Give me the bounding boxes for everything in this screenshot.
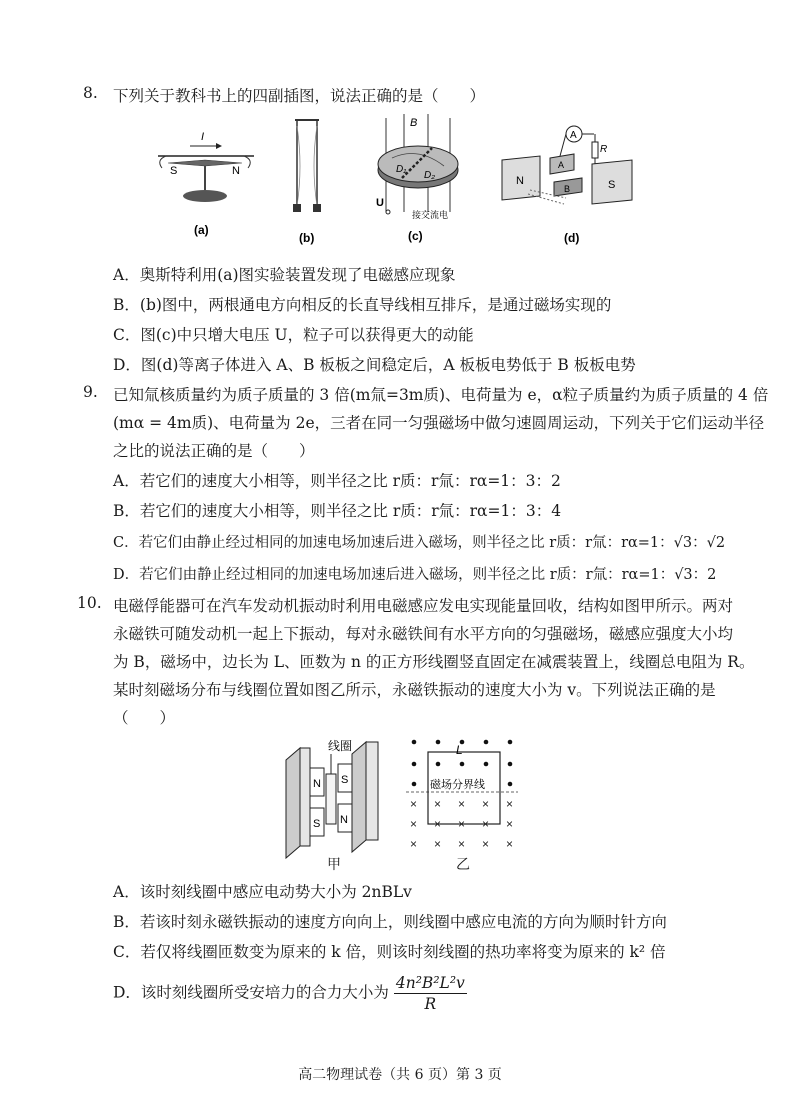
figure-jia-label: 甲 [327, 857, 341, 873]
q9-option-d: D．若它们由静止经过相同的加速电场加速后进入磁场，则半径之比 r质：r氚：rα=1：√3：2 [113, 567, 717, 583]
svg-text:×: × [434, 837, 442, 851]
question-10-stem-line-2: 永磁铁可随发动机一起上下振动，每对永磁铁间有水平方向的匀强磁场，磁感应强度大小均 [113, 625, 734, 643]
field-b-label: B [410, 117, 418, 129]
svg-text:×: × [482, 797, 490, 811]
question-10-stem-line-1: 电磁俘能器可在汽车发动机振动时利用电磁感应发电实现能量回收，结构如图甲所示。两对 [113, 597, 734, 615]
question-10-number: 10. [77, 594, 102, 612]
current-label: I [201, 131, 205, 143]
q8-option-c: C．图(c)中只增大电压 U，粒子可以获得更大的动能 [113, 326, 474, 344]
svg-text:×: × [506, 817, 514, 831]
question-10-stem-line-3: 为 B，磁场中，边长为 L、匝数为 n 的正方形线圈竖直固定在减震装置上，线圈总电阻为 R。 [113, 653, 755, 671]
q8-option-a: A．奥斯特利用(a)图实验装置发现了电磁感应现象 [113, 266, 456, 284]
needle-s-label: S [170, 165, 178, 177]
q9-option-b: B．若它们的速度大小相等，则半径之比 r质：r氚：rα=1：3：4 [113, 502, 562, 520]
question-9-stem-line-2: (mα = 4m质)、电荷量为 2e，三者在同一匀强磁场中做匀速圆周运动，下列关于它们运动半径 [113, 414, 765, 432]
figure-8d-label: (d) [564, 231, 580, 245]
side-l-label: L [456, 743, 463, 757]
page-footer: 高二物理试卷（共 6 页）第 3 页 [298, 1067, 502, 1083]
figure-8a-label: (a) [194, 223, 209, 237]
figure-8c-label: (c) [408, 229, 423, 243]
q8-option-b: B．(b)图中，两根通电方向相反的长直导线相互排斥，是通过磁场实现的 [113, 296, 612, 314]
question-9-stem-line-1: 已知氚核质量约为质子质量的 3 倍(m氚=3m质)、电荷量为 e，α粒子质量约为质子质量的 4 倍 [113, 386, 769, 404]
question-10-stem-line-5: （ ） [113, 709, 176, 727]
svg-text:×: × [410, 797, 418, 811]
q10-option-a: A．该时刻线圈中感应电动势大小为 2nBLv [113, 883, 412, 901]
svg-text:×: × [482, 817, 490, 831]
plate-a-label: A [558, 160, 565, 170]
svg-text:×: × [434, 817, 442, 831]
jia-upper-n: N [313, 778, 321, 790]
svg-text:×: × [434, 797, 442, 811]
svg-text:×: × [482, 837, 490, 851]
question-8-stem: 下列关于教科书上的四副插图，说法正确的是（ ） [113, 87, 486, 105]
figure-8d [500, 120, 640, 248]
svg-text:×: × [458, 797, 466, 811]
figure-8b [283, 116, 333, 248]
coil-label: 线圈 [328, 739, 353, 753]
question-10-stem-line-4: 某时刻磁场分布与线圈位置如图乙所示，永磁铁振动的速度大小为 v。下列说法正确的是 [113, 681, 716, 699]
resistor-label: R [600, 144, 608, 155]
figure-8c [372, 112, 472, 248]
figure-10-jia [282, 734, 392, 868]
ac-source-label: 接交流电 [412, 210, 449, 220]
svg-text:×: × [458, 817, 466, 831]
jia-lower-n: N [340, 814, 348, 826]
question-9-stem-line-3: 之比的说法正确的是（ ） [113, 442, 315, 460]
jia-upper-s: S [341, 774, 349, 786]
magnet-s-label: S [608, 179, 616, 191]
boundary-label: 磁场分界线 [430, 779, 485, 791]
fraction-numerator: 4n²B²L²v [395, 974, 465, 992]
q10-option-c: C．若仅将线圈匝数变为原来的 k 倍，则该时刻线圈的热功率将变为原来的 k² 倍 [113, 943, 666, 961]
d1-label: D₁ [396, 164, 407, 175]
plate-b-label: B [564, 184, 571, 194]
ampere-force-fraction [394, 974, 467, 1013]
q10-option-d [113, 974, 467, 1013]
ammeter-label: A [570, 130, 577, 141]
figure-yi-label: 乙 [456, 857, 470, 873]
d2-label: D₂ [424, 170, 436, 181]
svg-text:×: × [458, 837, 466, 851]
svg-text:×: × [506, 797, 514, 811]
magnet-n-label: N [516, 175, 524, 187]
fraction-denominator: R [424, 995, 437, 1013]
needle-n-label: N [232, 165, 240, 177]
figure-8a [150, 118, 260, 248]
figure-8b-label: (b) [299, 231, 315, 245]
svg-text:×: × [410, 837, 418, 851]
figure-10-yi [406, 736, 526, 856]
svg-text:×: × [506, 837, 514, 851]
q9-option-a: A．若它们的速度大小相等，则半径之比 r质：r氚：rα=1：3：2 [113, 472, 561, 490]
q10-option-d-text: D．该时刻线圈所受安培力的合力大小为 [113, 983, 389, 1002]
q8-option-d: D．图(d)等离子体进入 A、B 板板之间稳定后，A 板板电势低于 B 板板电势 [113, 356, 636, 374]
q9-option-c: C．若它们由静止经过相同的加速电场加速后进入磁场，则半径之比 r质：r氚：rα=1：√3：√2 [113, 535, 726, 551]
q10-option-b: B．若该时刻永磁铁振动的速度方向向上，则线圈中感应电流的方向为顺时针方向 [113, 913, 667, 931]
question-9-number: 9. [83, 383, 98, 401]
voltage-u-label: U [376, 197, 384, 209]
jia-lower-s: S [313, 818, 321, 830]
question-8-number: 8. [83, 84, 98, 102]
svg-text:×: × [410, 817, 418, 831]
